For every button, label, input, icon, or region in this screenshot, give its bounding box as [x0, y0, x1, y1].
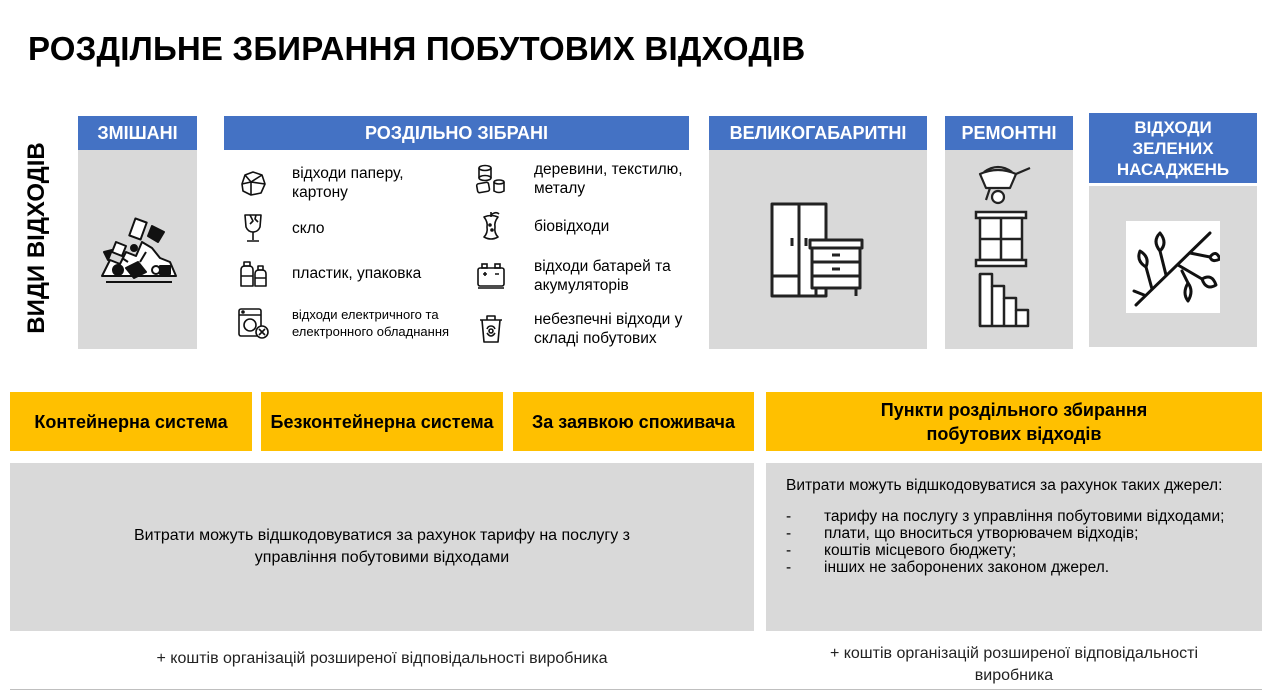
separate-item-plastic [236, 252, 451, 294]
trash-pile-icon [96, 212, 180, 288]
system-collection-points: Пункти роздільного збирання побутових відходів [766, 392, 1262, 451]
separate-item-label: небезпечні відходи у складі побутових [534, 311, 683, 347]
system-on-request: За заявкою споживача [513, 392, 754, 451]
separate-item-bio [474, 205, 689, 247]
separate-item-label: скло [292, 219, 325, 237]
list-item [786, 525, 1238, 542]
category-renovation-panel [945, 150, 1073, 349]
broken-glass-icon [236, 211, 270, 245]
list-item [786, 559, 1238, 576]
bullet-marker: - [786, 508, 792, 525]
category-green-header: ВІДХОДИ ЗЕЛЕНИХ НАСАДЖЕНЬ [1086, 110, 1260, 186]
hazard-bin-icon [474, 312, 508, 346]
apple-core-icon [474, 209, 508, 243]
bullet-marker: - [786, 559, 792, 576]
stairs-icon [978, 272, 1030, 328]
right-note: + коштів організацій розширеної відповідальності виробника [829, 645, 1199, 684]
list-item-text: тарифу на послугу з управління побутовими відходами; [824, 508, 1225, 525]
system-container: Контейнерна система [10, 392, 252, 451]
list-item [786, 542, 1238, 559]
separate-item-wood-textile-metal [474, 158, 689, 200]
separate-item-glass [236, 207, 451, 249]
list-item-text: плати, що вноситься утворювачем відходів; [824, 525, 1139, 542]
left-note: + коштів організацій розширеної відповідальності виробника [156, 650, 608, 667]
category-mixed-panel [78, 150, 197, 349]
bullet-marker: - [786, 525, 792, 542]
window-icon [974, 210, 1028, 268]
separate-item-label: пластик, упаковка [292, 264, 422, 282]
plastic-bottles-icon [236, 256, 270, 290]
funding-sources-list [786, 508, 1238, 576]
right-description [766, 463, 1262, 631]
list-item [786, 508, 1238, 525]
separate-item-label: відходи паперу, картону [292, 165, 404, 201]
category-bulky-panel [709, 150, 927, 349]
page-title: РОЗДІЛЬНЕ ЗБИРАННЯ ПОБУТОВИХ ВІДХОДІВ [28, 30, 806, 67]
category-mixed-header: ЗМІШАНІ [78, 116, 197, 150]
system-containerless: Безконтейнерна система [261, 392, 503, 451]
category-green-panel [1089, 186, 1257, 347]
bottom-divider [10, 689, 1262, 690]
left-description: Витрати можуть відшкодовуватися за рахунок тарифу на послугу з управління побутовими відходами [10, 463, 754, 631]
separate-item-label: відходи батарей та акумуляторів [534, 258, 671, 294]
separate-item-electronics [236, 296, 451, 350]
battery-icon [474, 259, 508, 293]
branch-icon [1126, 221, 1220, 313]
side-label-text: ВИДИ ВІДХОДІВ [23, 141, 50, 334]
category-renovation-header: РЕМОНТНІ [945, 116, 1073, 150]
list-item-text: коштів місцевого бюджету; [824, 542, 1017, 559]
category-bulky-header: ВЕЛИКОГАБАРИТНІ [709, 116, 927, 150]
wheelbarrow-icon [976, 162, 1034, 206]
side-label [20, 130, 54, 345]
furniture-icon [768, 200, 868, 300]
right-description-intro: Витрати можуть відшкодовуватися за рахунок таких джерел: [786, 477, 1223, 494]
cans-icon [474, 162, 508, 196]
bullet-marker: - [786, 542, 792, 559]
separate-item-hazardous [474, 307, 689, 351]
separate-item-label: біовідходи [534, 217, 610, 235]
crumpled-paper-icon [236, 166, 270, 200]
separate-item-label: відходи електричного та електронного обладнання [292, 307, 450, 339]
separate-item-batteries [474, 254, 689, 298]
washing-machine-icon [236, 306, 270, 340]
separate-item-label: деревини, текстилю, металу [534, 161, 683, 197]
separate-item-paper [236, 162, 451, 204]
category-separate-header: РОЗДІЛЬНО ЗІБРАНІ [224, 116, 689, 150]
list-item-text: інших не заборонених законом джерел. [824, 559, 1110, 576]
